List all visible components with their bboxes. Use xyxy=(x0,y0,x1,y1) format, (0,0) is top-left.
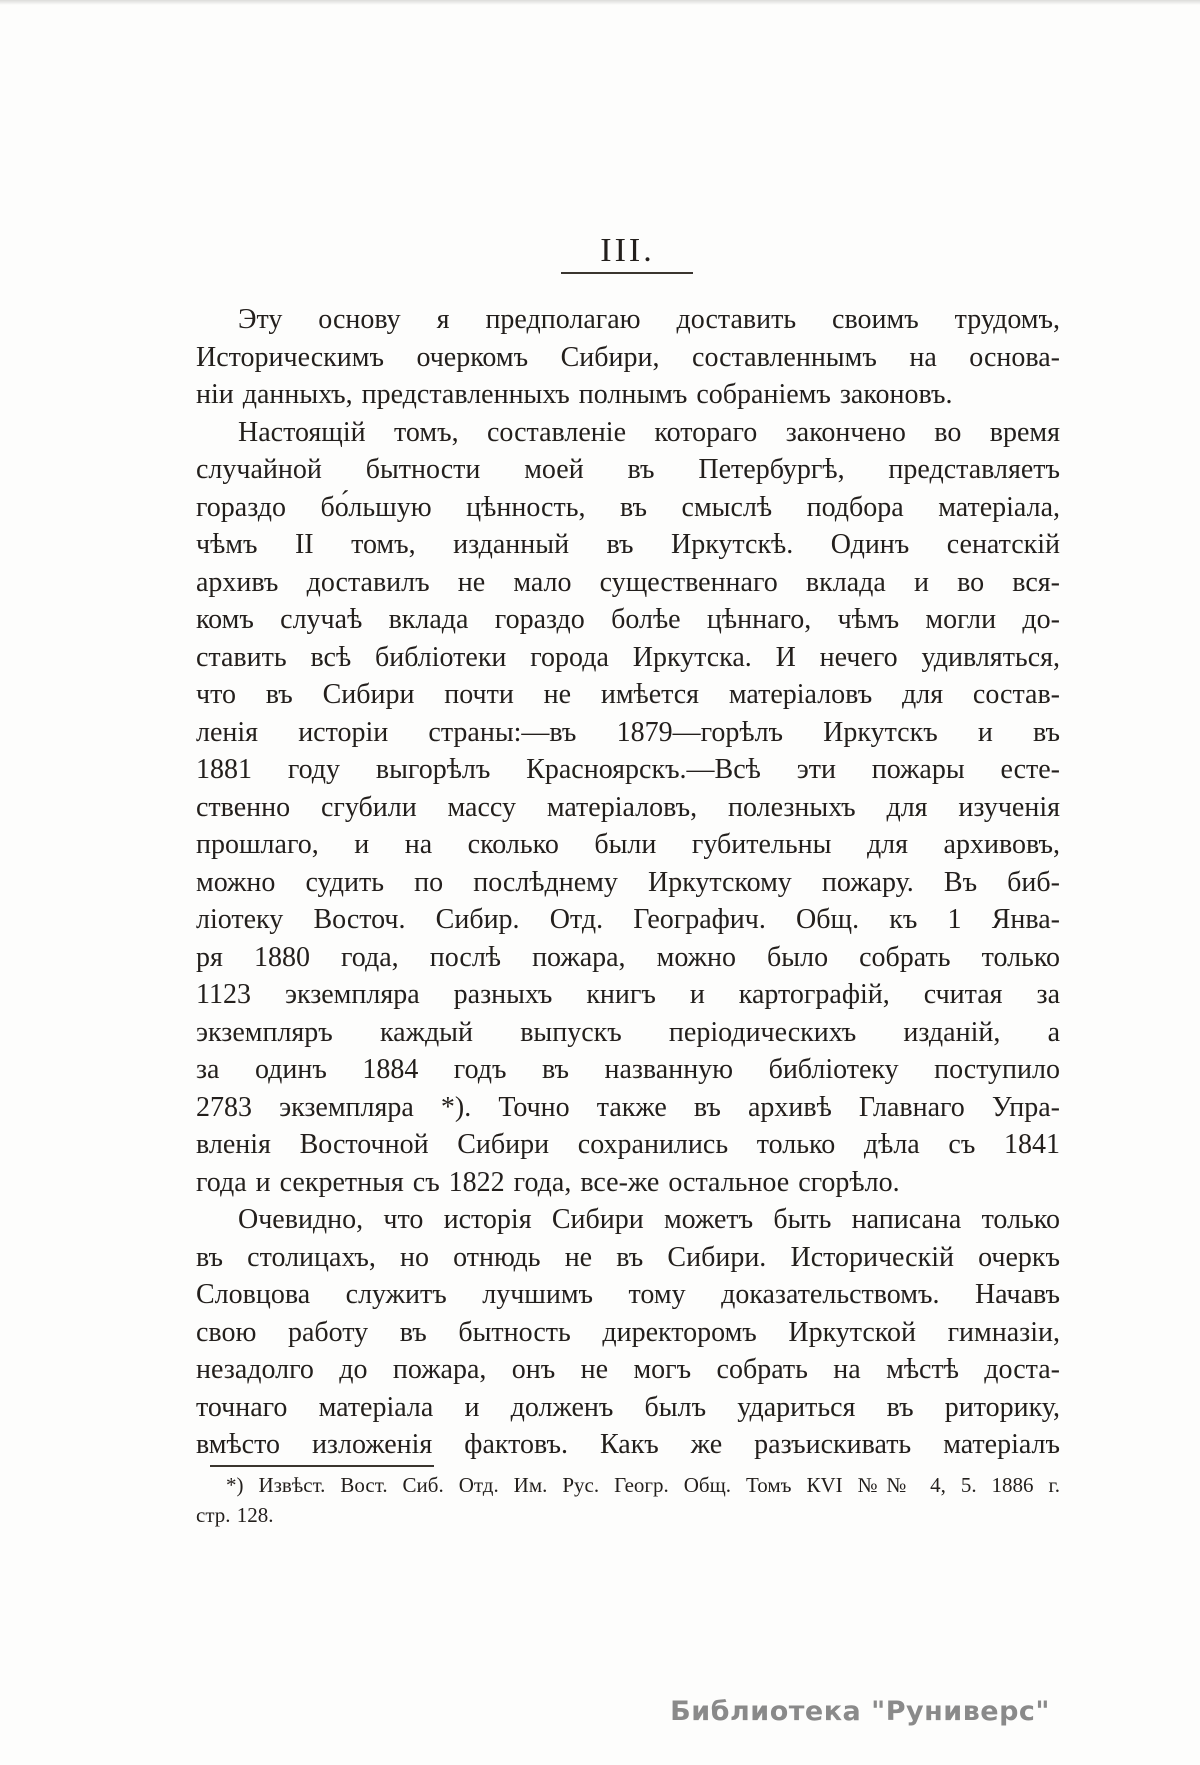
text-line: ря 1880 года, послѣ пожара, можно было собрать только xyxy=(196,941,1060,973)
text-line: ніи данныхъ, представленныхъ полнымъ собраніемъ законовъ. xyxy=(196,379,953,410)
text-line: Словцова служитъ лучшимъ тому доказательствомъ. Начавъ xyxy=(196,1279,1060,1310)
text-line: стр. 128. xyxy=(196,1502,274,1527)
text-line: незадолго до пожара, онъ не могъ собрать на мѣстѣ доста- xyxy=(196,1354,1060,1385)
text-line: Настоящій томъ, составленіе котораго закончено во время xyxy=(238,416,1060,448)
text-line: 1123 экземпляра разныхъ книгъ и картографій, считая за xyxy=(196,979,1060,1010)
text-line: года и секретныя съ 1822 года, все-же остальное сгорѣло. xyxy=(196,1166,900,1198)
text-line: свою работу въ бытность директоромъ Иркутской гимназіи, xyxy=(196,1316,1060,1348)
text-line: вленія Восточной Сибири сохранились только дѣла съ 1841 xyxy=(196,1129,1060,1160)
text-line: архивъ доставилъ не мало существеннаго вклада и во вся- xyxy=(196,566,1060,598)
scan-edge-shadow xyxy=(0,0,1200,5)
text-line: вмѣсто изложенія фактовъ. Какъ же разъискивать матеріалъ xyxy=(196,1429,1060,1460)
text-line: чѣмъ II томъ, изданный въ Иркутскѣ. Одинъ сенатскій xyxy=(196,529,1060,560)
text-line: случайной бытности моей въ Петербургѣ, представляетъ xyxy=(196,454,1060,485)
text-line: комъ случаѣ вклада гораздо болѣе цѣннаго, чѣмъ могли до- xyxy=(196,604,1060,635)
text-line: ленія исторіи страны:—въ 1879—горѣлъ Иркутскъ и въ xyxy=(196,716,1060,748)
text-line: Историческимъ очеркомъ Сибири, составленнымъ на основа- xyxy=(196,341,1060,373)
text-line: 2783 экземпляра *). Точно также въ архивѣ Главнаго Упра- xyxy=(196,1091,1060,1123)
text-line: гораздо бо́льшую цѣнность, въ смыслѣ подбора матеріала, xyxy=(196,491,1060,523)
text-line: точнаго матеріала и долженъ былъ удариться въ риторику, xyxy=(196,1391,1060,1423)
text-line: Очевидно, что исторія Сибири можетъ быть написана только xyxy=(238,1204,1060,1235)
body-text xyxy=(196,301,1060,1464)
text-line: ставить всѣ библіотеки города Иркутска. И нечего удивляться, xyxy=(196,641,1060,673)
chapter-heading: III. xyxy=(600,232,655,269)
text-line: *) Извѣст. Вост. Сиб. Отд. Им. Рус. Геогр. Общ. Томъ КVI №№ 4, 5. 1886 г. xyxy=(226,1473,1060,1497)
text-line: въ столицахъ, но отнюдь не въ Сибири. Историческій очеркъ xyxy=(196,1241,1060,1273)
library-watermark: Библиотека "Руниверс" xyxy=(670,1696,1050,1727)
text-line: можно судить по послѣднему Иркутскому пожару. Въ биб- xyxy=(196,866,1060,898)
footnote xyxy=(196,1471,1060,1530)
text-line: за одинъ 1884 годъ въ названную библіотеку поступило xyxy=(196,1054,1060,1085)
text-line: что въ Сибири почти не имѣется матеріаловъ для состав- xyxy=(196,679,1060,710)
text-line: ліотеку Восточ. Сибир. Отд. Географич. Общ. къ 1 Янва- xyxy=(196,904,1060,935)
text-line: ственно сгубили массу матеріаловъ, полезныхъ для изученія xyxy=(196,791,1060,823)
heading-rule xyxy=(561,272,693,274)
text-line: Эту основу я предполагаю доставить своимъ трудомъ, xyxy=(238,304,1060,335)
text-line: прошлаго, и на сколько были губительны для архивовъ, xyxy=(196,829,1060,860)
text-line: 1881 году выгорѣлъ Красноярскъ.—Всѣ эти пожары есте- xyxy=(196,754,1060,785)
text-line: экземпляръ каждый выпускъ періодическихъ изданій, а xyxy=(196,1016,1060,1048)
footnote-rule xyxy=(210,1465,434,1467)
